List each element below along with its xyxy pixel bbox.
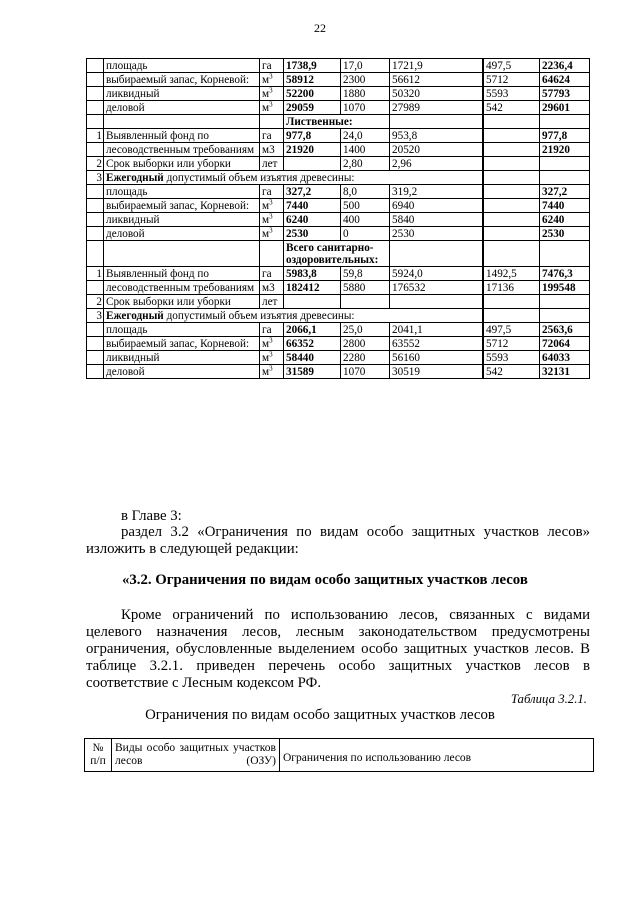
label-cell: деловой [104,101,260,115]
value-cell [484,241,540,267]
value-cell: 2280 [341,351,390,365]
label-cell: Выявленный фонд по [104,267,260,281]
unit-cell: м3 [260,281,284,295]
value-cell: 542 [484,365,540,379]
label-cell [104,241,260,267]
value-cell [484,295,540,309]
value-cell: 977,8 [284,129,341,143]
value-cell: 64624 [540,73,590,87]
span-cell [104,309,483,323]
value-cell: 319,2 [390,185,483,199]
unit-cell: $м^3$ [260,213,284,227]
value-cell [540,309,590,323]
value-cell: 30519 [390,365,483,379]
value-cell: 1070 [341,365,390,379]
value-cell: 27989 [390,101,483,115]
value-cell: 25,0 [341,323,390,337]
value-cell: 2066,1 [284,323,341,337]
row-number-cell [87,87,104,101]
value-cell: 1492,5 [484,267,540,281]
table-row [87,337,590,351]
unit-cell [260,241,284,267]
row-number-cell: 3 [87,171,104,185]
unit-cell: га [260,129,284,143]
value-cell [390,115,483,129]
row-number-cell: 2 [87,295,104,309]
value-cell: 1738,9 [284,59,341,73]
table-row [87,213,590,227]
unit-cell: м3 [260,143,284,157]
value-cell [540,295,590,309]
section-instruction: раздел 3.2 «Ограничения по видам особо защитных участков лесов» изложить в следующей редакции: [86,524,590,557]
table-row [87,199,590,213]
label-cell: площадь [104,323,260,337]
value-cell: 56160 [390,351,483,365]
value-cell: 21920 [284,143,341,157]
table-row [87,171,590,185]
value-cell: 2530 [390,227,483,241]
value-cell: 327,2 [540,185,590,199]
value-cell: 199548 [540,281,590,295]
header-restrictions: Ограничения по использованию лесов [280,739,594,772]
value-cell: 2563,6 [540,323,590,337]
value-cell: 500 [341,199,390,213]
row-number-cell [87,101,104,115]
label-cell: ликвидный [104,213,260,227]
unit-cell: га [260,323,284,337]
value-cell [484,143,540,157]
value-cell: 7440 [540,199,590,213]
table-row [87,129,590,143]
table-row [87,309,590,323]
unit-cell: га [260,267,284,281]
header-ozu-types: Виды особо защитных участков лесов (ОЗУ) [112,739,280,772]
unit-cell: $м^3$ [260,337,284,351]
value-cell [540,157,590,171]
row-number-cell: 3 [87,309,104,323]
value-cell [484,115,540,129]
value-cell [390,241,483,267]
unit-cell: $м^3$ [260,227,284,241]
label-cell: деловой [104,227,260,241]
value-cell [390,295,483,309]
table-row [87,267,590,281]
table-row [87,351,590,365]
table-row [87,115,590,129]
label-cell: деловой [104,365,260,379]
row-number-cell [87,73,104,87]
row-number-cell [87,281,104,295]
label-cell: Срок выборки или уборки [104,157,260,171]
page-number: 22 [314,21,326,35]
label-cell: площадь [104,59,260,73]
unit-cell: лет [260,295,284,309]
row-number-cell: 1 [87,129,104,143]
label-cell: выбираемый запас, Корневой: [104,337,260,351]
table-row [87,295,590,309]
value-cell: 2530 [540,227,590,241]
value-cell: 5593 [484,87,540,101]
value-cell: 542 [484,101,540,115]
value-cell [284,295,341,309]
value-cell: 29059 [284,101,341,115]
value-cell: 29601 [540,101,590,115]
table-row [87,59,590,73]
value-cell [484,157,540,171]
value-cell: 2041,1 [390,323,483,337]
row-number-cell [87,323,104,337]
unit-cell: $м^3$ [260,199,284,213]
value-cell: 50320 [390,87,483,101]
table-row [87,227,590,241]
value-cell: 59,8 [341,267,390,281]
value-cell: 56612 [390,73,483,87]
table-row [87,143,590,157]
value-cell: 1880 [341,87,390,101]
value-cell: 2800 [341,337,390,351]
row-number-cell [87,337,104,351]
span-bold-text: Ежегодный [106,172,164,184]
value-cell: 2530 [284,227,341,241]
table-row [87,157,590,171]
value-cell: 7440 [284,199,341,213]
value-cell [341,295,390,309]
label-cell: выбираемый запас, Корневой: [104,73,260,87]
value-cell [484,309,540,323]
value-cell: 31589 [284,365,341,379]
value-cell: 8,0 [341,185,390,199]
label-cell: лесоводственным требованиям [104,143,260,157]
value-cell [540,115,590,129]
label-cell: площадь [104,185,260,199]
subhead-cell: Лиственные: [284,115,390,129]
value-cell: 72064 [540,337,590,351]
value-cell: 497,5 [484,59,540,73]
value-cell: 58440 [284,351,341,365]
chapter-reference: в Главе 3: [121,508,182,524]
label-cell: ликвидный [104,351,260,365]
row-number-cell [87,213,104,227]
value-cell: 953,8 [390,129,483,143]
value-cell: 2236,4 [540,59,590,73]
label-cell: лесоводственным требованиям [104,281,260,295]
unit-cell: га [260,185,284,199]
unit-cell [260,115,284,129]
value-cell [484,171,540,185]
section-heading: «3.2. Ограничения по видам особо защитных участков лесов [122,572,528,588]
value-cell: 2,96 [390,157,483,171]
row-number-cell [87,351,104,365]
unit-cell: $м^3$ [260,351,284,365]
table-title: Ограничения по видам особо защитных участков лесов [145,707,495,723]
unit-cell: $м^3$ [260,87,284,101]
value-cell [284,157,341,171]
value-cell: 6240 [284,213,341,227]
label-cell [104,115,260,129]
value-cell: 1721,9 [390,59,483,73]
table-row [87,185,590,199]
row-number-cell: 2 [87,157,104,171]
row-number-cell [87,185,104,199]
label-cell: выбираемый запас, Корневой: [104,199,260,213]
value-cell [540,171,590,185]
value-cell: 1400 [341,143,390,157]
value-cell: 57793 [540,87,590,101]
table-row [87,365,590,379]
value-cell: 32131 [540,365,590,379]
value-cell: 5712 [484,337,540,351]
value-cell: 63552 [390,337,483,351]
value-cell: 5593 [484,351,540,365]
span-cell [104,171,483,185]
value-cell: 977,8 [540,129,590,143]
value-cell: 5712 [484,73,540,87]
value-cell: 6240 [540,213,590,227]
span-rest-text: допустимый объем изъятия древесины: [163,310,355,322]
table-row [87,73,590,87]
value-cell: 5924,0 [390,267,483,281]
value-cell [484,213,540,227]
value-cell: 17,0 [341,59,390,73]
ozu-restrictions-table [84,738,594,772]
value-cell: 64033 [540,351,590,365]
value-cell: 2300 [341,73,390,87]
table-row [87,87,590,101]
value-cell [484,199,540,213]
value-cell: 182412 [284,281,341,295]
value-cell: 0 [341,227,390,241]
value-cell: 5840 [390,213,483,227]
value-cell [484,129,540,143]
value-cell: 400 [341,213,390,227]
unit-cell: $м^3$ [260,73,284,87]
row-number-cell [87,365,104,379]
table-caption: Таблица 3.2.1. [510,692,587,706]
value-cell: 176532 [390,281,483,295]
table-header-row [85,739,594,772]
body-paragraph: Кроме ограничений по использованию лесов, связанных с видами целевого назначения лесов, лесным законодательством предусмотрены ограничения, обусловленные выделением особо защитных участков лесов. В таблице 3.2.1. приведен перечень особо защитных участков лесов в соответствие с Лесным кодексом РФ. [86,607,590,691]
row-number-cell [87,115,104,129]
value-cell: 327,2 [284,185,341,199]
value-cell: 2,80 [341,157,390,171]
table-row [87,281,590,295]
row-number-cell: 1 [87,267,104,281]
value-cell: 20520 [390,143,483,157]
row-number-cell [87,199,104,213]
value-cell: 52200 [284,87,341,101]
unit-cell: лет [260,157,284,171]
subhead-cell: Всего санитарно-оздоровительных: [284,241,390,267]
unit-cell: га [260,59,284,73]
value-cell [484,185,540,199]
label-cell: Выявленный фонд по [104,129,260,143]
label-cell: Срок выборки или уборки [104,295,260,309]
row-number-cell [87,241,104,267]
header-number: № п/п [85,739,112,772]
value-cell: 21920 [540,143,590,157]
value-cell: 5880 [341,281,390,295]
label-cell: ликвидный [104,87,260,101]
value-cell: 58912 [284,73,341,87]
table-row [87,323,590,337]
value-cell: 66352 [284,337,341,351]
table-row [87,241,590,267]
span-rest-text: допустимый объем изъятия древесины: [163,172,355,184]
row-number-cell [87,227,104,241]
value-cell: 5983,8 [284,267,341,281]
value-cell: 24,0 [341,129,390,143]
value-cell [540,241,590,267]
value-cell: 7476,3 [540,267,590,281]
row-number-cell [87,59,104,73]
unit-cell: $м^3$ [260,101,284,115]
table-row [87,101,590,115]
unit-cell: $м^3$ [260,365,284,379]
value-cell [484,227,540,241]
value-cell: 497,5 [484,323,540,337]
value-cell: 17136 [484,281,540,295]
forest-volume-table [86,58,590,379]
value-cell: 1070 [341,101,390,115]
value-cell: 6940 [390,199,483,213]
row-number-cell [87,143,104,157]
span-bold-text: Ежегодный [106,310,164,322]
